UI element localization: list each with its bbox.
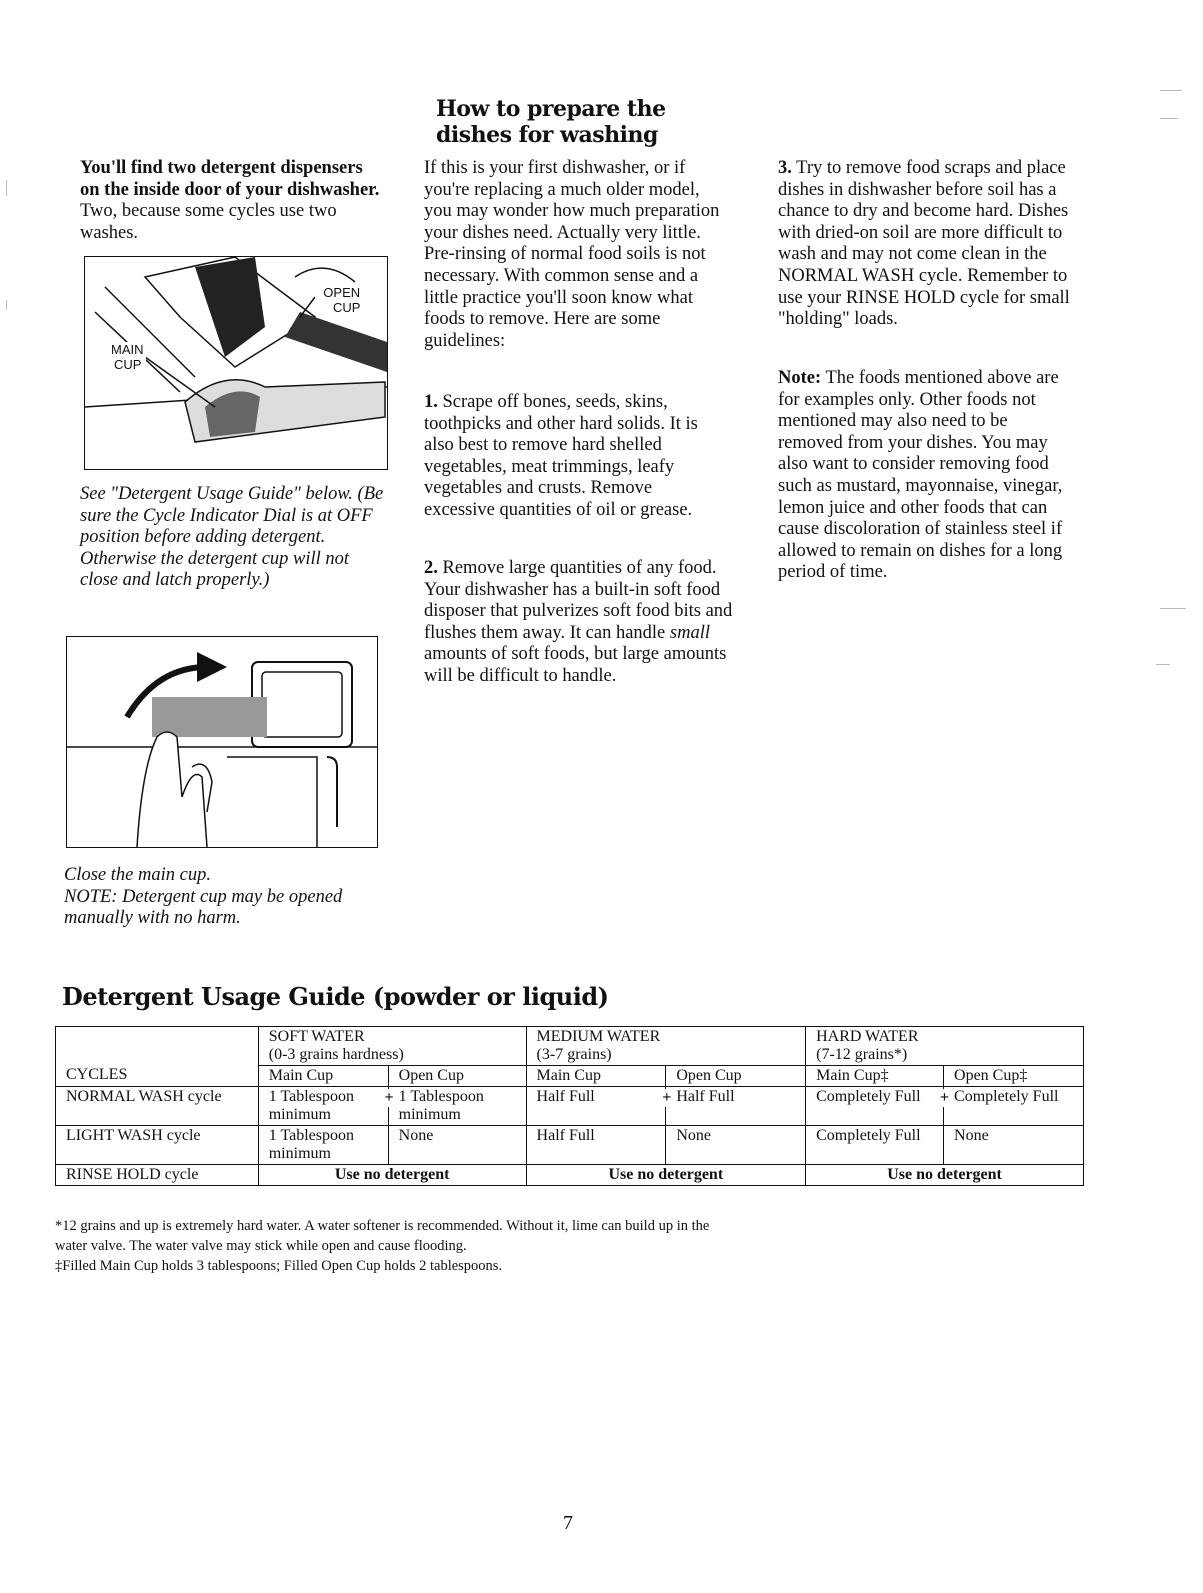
table-cell: 1 Tablespoon minimum (388, 1086, 526, 1125)
guideline-2-emphasis: small (669, 622, 710, 643)
table-group-row (56, 1027, 1084, 1066)
table-row (56, 1164, 1084, 1185)
note-label: Note: (778, 368, 822, 388)
column-header: Main Cup‡ (806, 1065, 944, 1086)
table-header-row (56, 1065, 1084, 1086)
hardness-footnote: *12 grains and up is extremely hard water. A water softener is recommended. Without it, lime can build up in the water valve. The water valve may stick while open and cause flooding. (55, 1218, 710, 1254)
detergent-guide-heading: Detergent Usage Guide (powder or liquid) (62, 982, 609, 1011)
guideline-1 (424, 392, 724, 522)
column-header: Main Cup (258, 1065, 388, 1086)
cycles-header-top (56, 1027, 259, 1066)
close-cup-note: NOTE: Detergent cup may be opened manually with no harm. (64, 886, 343, 929)
hand-closing-cup-illustration (67, 637, 377, 847)
dispenser-intro (80, 158, 380, 244)
column-header: Open Cup (666, 1065, 806, 1086)
guideline-1-number: 1. (424, 392, 438, 412)
table-cell: Half Full (666, 1086, 806, 1125)
detergent-usage-table (55, 1026, 1084, 1186)
prepare-dishes-heading: How to prepare the dishes for washing (436, 96, 666, 148)
table-cell: Completely Full (806, 1125, 944, 1164)
column-header: Open Cup (388, 1065, 526, 1086)
cycles-header: CYCLES (56, 1065, 259, 1086)
guideline-1-text: Scrape off bones, seeds, skins, toothpicks and other hard solids. It is also best to remove hard shelled vegetables, meat trimmings, leafy vegetables and crusts. Remove excessive quantities of oil or grease. (424, 392, 698, 520)
guideline-2-text-end: amounts of soft foods, but large amounts will be difficult to handle. (424, 644, 727, 686)
table-cell: None (944, 1125, 1084, 1164)
table-cell: 1 Tablespoon minimum + (258, 1086, 388, 1125)
close-cup-caption (64, 865, 354, 930)
table-cell: Half Full + (526, 1086, 666, 1125)
plus-sign: + (939, 1088, 950, 1106)
page-number: 7 (563, 1512, 573, 1534)
table-row (56, 1086, 1084, 1125)
scan-mark (1160, 118, 1178, 119)
close-cup-caption-line: Close the main cup. (64, 865, 211, 885)
table-cell: Completely Full + (806, 1086, 944, 1125)
scan-mark (1160, 608, 1186, 609)
guideline-2-number: 2. (424, 558, 438, 578)
plus-sign: + (662, 1088, 672, 1106)
table-cell: 1 Tablespoon minimum (258, 1125, 388, 1164)
soft-water-header: SOFT WATER (0-3 grains hardness) (258, 1027, 526, 1066)
table-cell: Use no detergent (806, 1164, 1084, 1185)
guideline-2 (424, 558, 734, 688)
medium-water-header: MEDIUM WATER (3-7 grains) (526, 1027, 806, 1066)
column-header: Open Cup‡ (944, 1065, 1084, 1086)
hard-water-header: HARD WATER (7-12 grains*) (806, 1027, 1084, 1066)
table-cell: None (666, 1125, 806, 1164)
prepare-dishes-intro: If this is your first dishwasher, or if you're replacing a much older model, you may wonder how much preparation your dishes need. Actually very little. Pre-rinsing of normal food soils is not necessary. With common sense and a little practice you'll soon know what foods to remove. Here are some guidelines: (424, 158, 720, 351)
note-text: The foods mentioned above are for examples only. Other foods not mentioned may also need to be removed from your dishes. You may also want to consider removing food such as mustard, mayonnaise, vinegar, lemon juice and other foods that can cause discoloration of stainless steel if allowed to remain on dishes for a long period of time. (778, 368, 1063, 583)
foods-note (778, 368, 1070, 584)
dispenser-intro-bold: You'll find two detergent dispensers on the inside door of your dishwasher. (80, 158, 380, 200)
open-cup-label: OPEN CUP (321, 285, 362, 315)
cycle-name: LIGHT WASH cycle (56, 1125, 259, 1164)
table-cell: Use no detergent (526, 1164, 806, 1185)
scan-mark (6, 180, 7, 196)
guideline-3 (778, 158, 1073, 331)
table-cell: Use no detergent (258, 1164, 526, 1185)
cycle-name: RINSE HOLD cycle (56, 1164, 259, 1185)
detergent-guide-caption: See "Detergent Usage Guide" below. (Be sure the Cycle Indicator Dial is at OFF position before adding detergent. Otherwise the detergent cup will not close and latch properly.) (80, 484, 384, 591)
close-cup-figure (66, 636, 378, 848)
table-cell: Completely Full (944, 1086, 1084, 1125)
cup-capacity-footnote: ‡Filled Main Cup holds 3 tablespoons; Filled Open Cup holds 2 tablespoons. (55, 1258, 503, 1274)
guideline-2-text: Remove large quantities of any food. Your dishwasher has a built-in soft food disposer that pulverizes soft food bits and flushes them away. It can handle (424, 558, 733, 643)
plus-sign: + (384, 1088, 394, 1106)
column-header: Main Cup (526, 1065, 666, 1086)
guideline-3-number: 3. (778, 158, 792, 178)
cycle-name: NORMAL WASH cycle (56, 1086, 259, 1125)
scan-mark (1160, 90, 1182, 91)
table-row (56, 1125, 1084, 1164)
dispenser-figure (84, 256, 388, 470)
dispenser-intro-rest: Two, because some cycles use two washes. (80, 201, 337, 243)
scan-mark (1156, 664, 1170, 665)
guideline-3-text: Try to remove food scraps and place dishes in dishwasher before soil has a chance to dry and become hard. Dishes with dried-on soil are more difficult to wash and may not come clean in the NORMAL WASH cycle. Remember to use your RINSE HOLD cycle for small "holding" loads. (778, 158, 1070, 330)
table-cell: Half Full (526, 1125, 666, 1164)
table-cell: None (388, 1125, 526, 1164)
scan-mark (6, 300, 7, 310)
main-cup-label: MAIN CUP (111, 342, 144, 372)
